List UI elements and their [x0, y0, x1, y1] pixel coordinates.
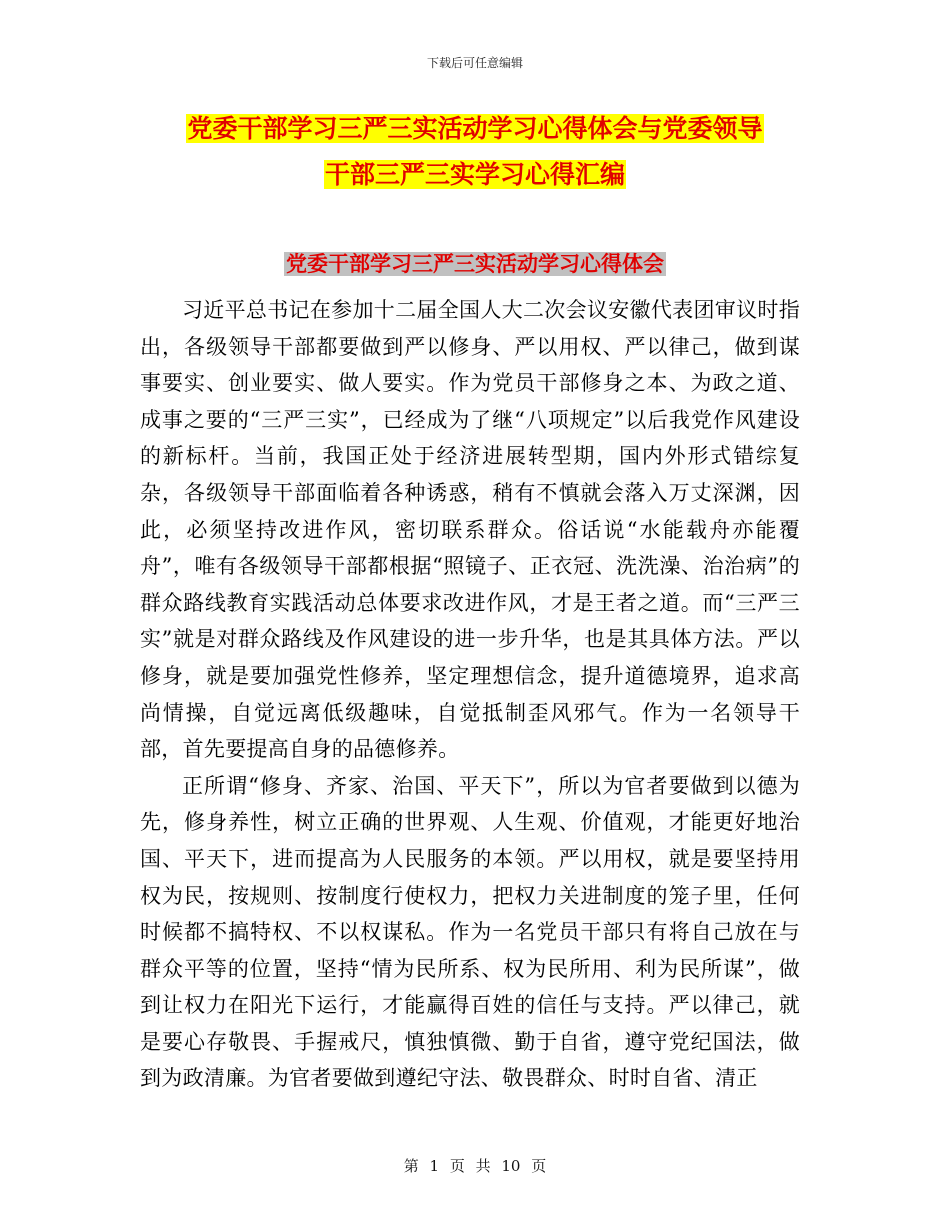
- title-highlight: 党委干部学习三严三实活动学习心得体会与党委领导: [187, 114, 763, 143]
- section-title-highlight: 党委干部学习三严三实活动学习心得体会: [286, 252, 664, 276]
- page-footer: 第 1 页 共 10 页: [403, 1157, 547, 1175]
- document-body: [140, 292, 800, 1097]
- page-header-note: 下载后可任意编辑: [426, 56, 523, 70]
- title-highlight: 干部三严三实学习心得汇编: [324, 160, 625, 189]
- document-title-line-2: [0, 158, 950, 192]
- document-title-line-1: [0, 112, 950, 146]
- section-title: [0, 249, 950, 279]
- body-paragraph: 习近平总书记在参加十二届全国人大二次会议安徽代表团审议时指出，各级领导干部都要做到严以修身、严以用权、严以律己，做到谋事要实、创业要实、做人要实。作为党员干部修身之本、为政之道、成事之要的“三严三实”，已经成为了继“八项规定”以后我党作风建设的新标杆。当前，我国正处于经济进展转型期，国内外形式错综复杂，各级领导干部面临着各种诱惑，稍有不慎就会落入万丈深渊，因此，必须坚持改进作风，密切联系群众。俗话说“水能载舟亦能覆舟”，唯有各级领导干部都根据“照镜子、正衣冠、洗洗澡、治治病”的群众路线教育实践活动总体要求改进作风，才是王者之道。而“三严三实”就是对群众路线及作风建设的进一步升华，也是其具体方法。严以修身，就是要加强党性修养，坚定理想信念，提升道德境界，追求高尚情操，自觉远离低级趣味，自觉抵制歪风邪气。作为一名领导干部，首先要提高自身的品德修养。: [140, 298, 800, 762]
- body-paragraph: 正所谓“修身、齐家、治国、平天下”，所以为官者要做到以德为先，修身养性，树立正确的世界观、人生观、价值观，才能更好地治国、平天下，进而提高为人民服务的本领。严以用权，就是要坚持用权为民，按规则、按制度行使权力，把权力关进制度的笼子里，任何时候都不搞特权、不以权谋私。作为一名党员干部只有将自己放在与群众平等的位置，坚持“情为民所系、权为民所用、利为民所谋”，做到让权力在阳光下运行，才能赢得百姓的信任与支持。严以律己，就是要心存敬畏、手握戒尺，慎独慎微、勤于自省，遵守党纪国法，做到为政清廉。为官者要做到遵纪守法、敬畏群众、时时自省、清正: [140, 773, 800, 1091]
